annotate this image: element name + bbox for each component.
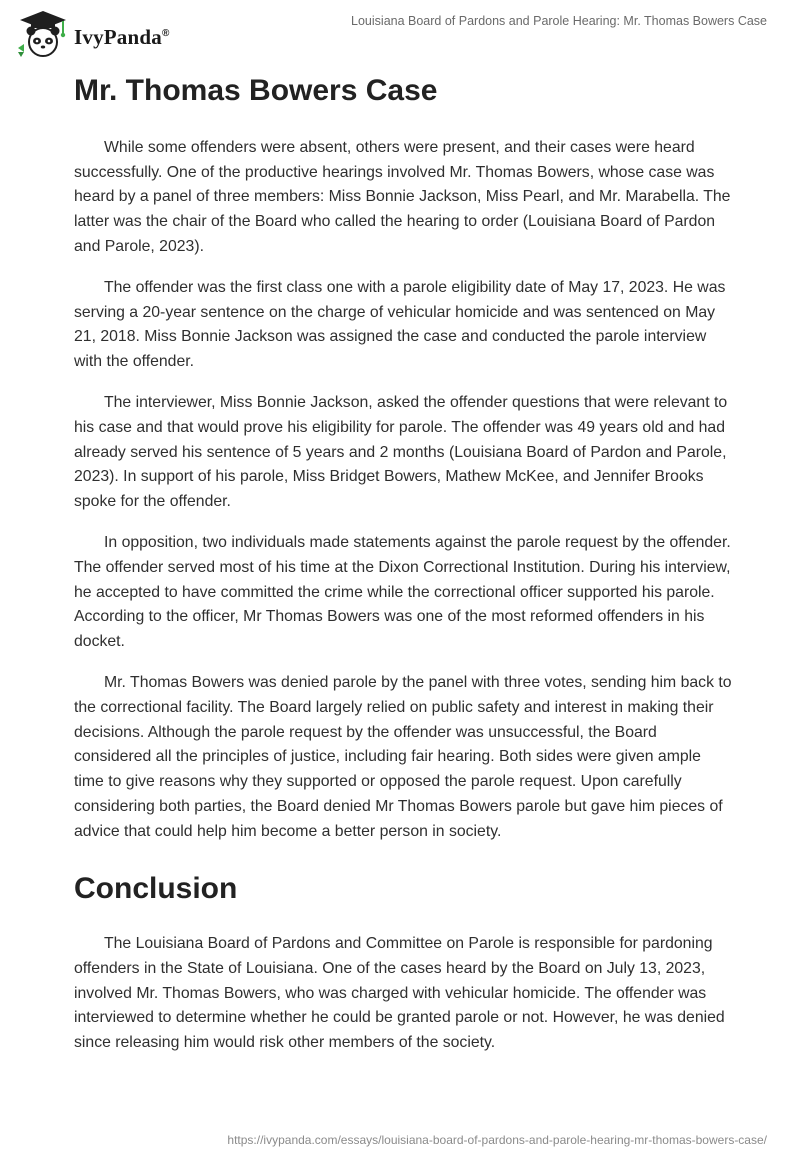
panda-graduate-icon: [14, 8, 72, 60]
registered-mark: ®: [161, 27, 170, 39]
source-url-link[interactable]: https://ivypanda.com/essays/louisiana-board-of-pardons-and-parole-hearing-mr-thomas-bowers-case/: [227, 1133, 767, 1147]
paragraph: Mr. Thomas Bowers was denied parole by the panel with three votes, sending him back to the correctional facility. The Board largely relied on public safety and interest in making their decisions. Although the parole request by the offender was unsuccessful, the Board considered all the principles of justice, including fair hearing. Both sides were given ample time to give reasons why they supported or opposed the parole request. Upon carefully considering both parties, the Board denied Mr Thomas Bowers parole but gave him pieces of advice that could help him become a better person in society.: [74, 674, 732, 840]
paragraph: The offender was the first class one with a parole eligibility date of May 17, 2023. He was serving a 20-year sentence on the charge of vehicular homicide and was sentenced on May 21, 2018. Miss Bonnie Jackson was assigned the case and conducted the parole interview with the offender.: [74, 279, 726, 371]
paragraph: In opposition, two individuals made statements against the parole request by the offender. The offender served most of his time at the Dixon Correctional Institution. During his interview, he accepted to have committed the crime while the correctional officer supported his parole. According to the officer, Mr Thomas Bowers was one of the most reformed offenders in his docket.: [74, 534, 731, 651]
logo-text: IvyPanda®: [74, 24, 170, 49]
paragraph: While some offenders were absent, others were present, and their cases were heard successfully. One of the productive hearings involved Mr. Thomas Bowers, whose case was heard by a panel of three members: Miss Bonnie Jackson, Miss Pearl, and Mr. Marabella. The latter was the chair of the Board who called the hearing to order (Louisiana Board of Pardon and Parole, 2023).: [74, 139, 731, 255]
paragraph: The interviewer, Miss Bonnie Jackson, asked the offender questions that were relevant to his case and that would prove his eligibility for parole. The offender was 49 years old and had already served his sentence of 5 years and 2 months (Louisiana Board of Pardon and Parole, 2023). In support of his parole, Miss Bridget Bowers, Mathew McKee, and Jennifer Brooks spoke for the offender.: [74, 394, 728, 511]
paragraph: The Louisiana Board of Pardons and Committee on Parole is responsible for pardoning offenders in the State of Louisiana. One of the cases heard by the Board on July 13, 2023, involved Mr. Thomas Bowers, who was charged with vehicular homicide. The offender was interviewed to determine whether he could be granted parole or not. However, he was denied since releasing him would risk other members of the society.: [74, 935, 725, 1052]
document-title: Louisiana Board of Pardons and Parole Hearing: Mr. Thomas Bowers Case: [351, 14, 767, 28]
conclusion-heading: Conclusion: [74, 872, 238, 906]
section-heading: Mr. Thomas Bowers Case: [74, 74, 438, 107]
article-body: [74, 70, 734, 1072]
logo[interactable]: [14, 8, 170, 60]
